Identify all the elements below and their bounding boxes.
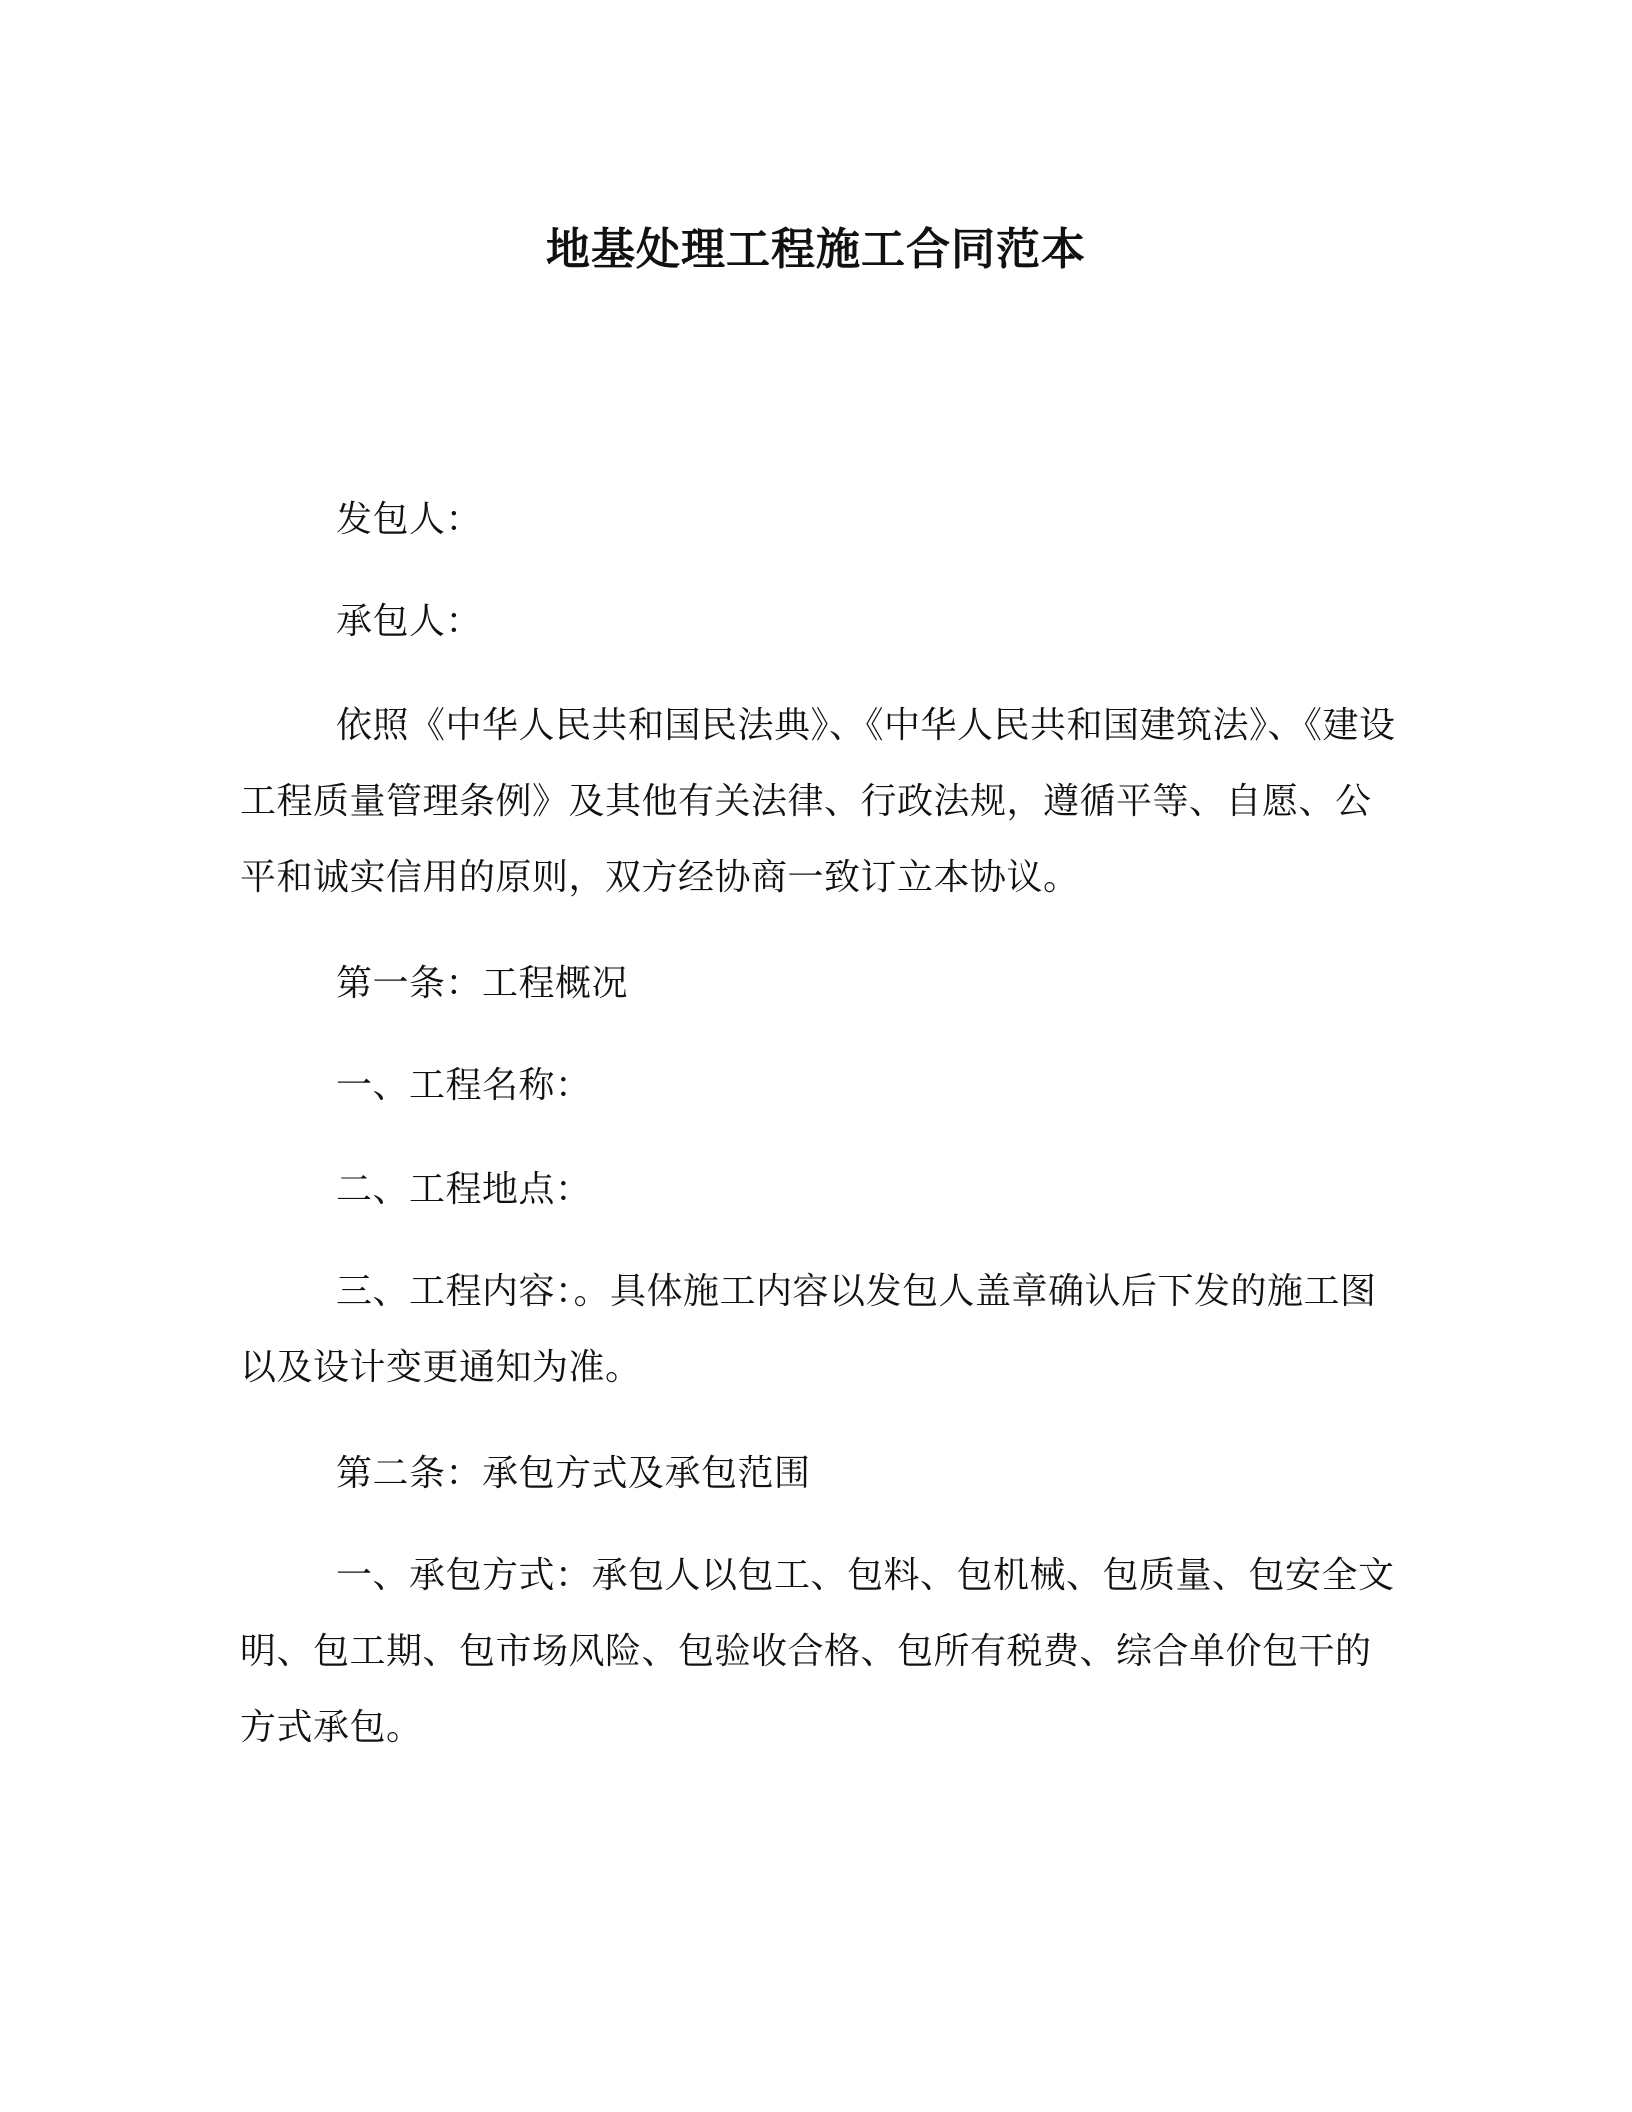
clause-employer: 发包人：	[336, 499, 483, 540]
contracting-method: 一、承包方式：承包人以包工、包料、包机械、包质量、包安全文明、包工期、包市场风险、包验收合格、包所有税费、综合单价包干的方式承包。	[240, 1555, 1395, 1748]
project-location: 二、工程地点：	[336, 1169, 592, 1210]
article-2-heading: 第二条：承包方式及承包范围	[336, 1453, 811, 1494]
project-name: 一、工程名称：	[336, 1065, 592, 1106]
document-title: 地基处理工程施工合同范本	[546, 224, 1086, 275]
clause-contractor: 承包人：	[336, 601, 483, 642]
article-1-heading: 第一条：工程概况	[336, 963, 629, 1004]
clause-preamble: 依照《中华人民共和国民法典》、《中华人民共和国建筑法》、《建设工程质量管理条例》及其他有关法律、行政法规，遵循平等、自愿、公平和诚实信用的原则，双方经协商一致订立本协议。	[240, 705, 1396, 898]
project-content: 三、工程内容：。具体施工内容以发包人盖章确认后下发的施工图以及设计变更通知为准。	[240, 1271, 1377, 1388]
